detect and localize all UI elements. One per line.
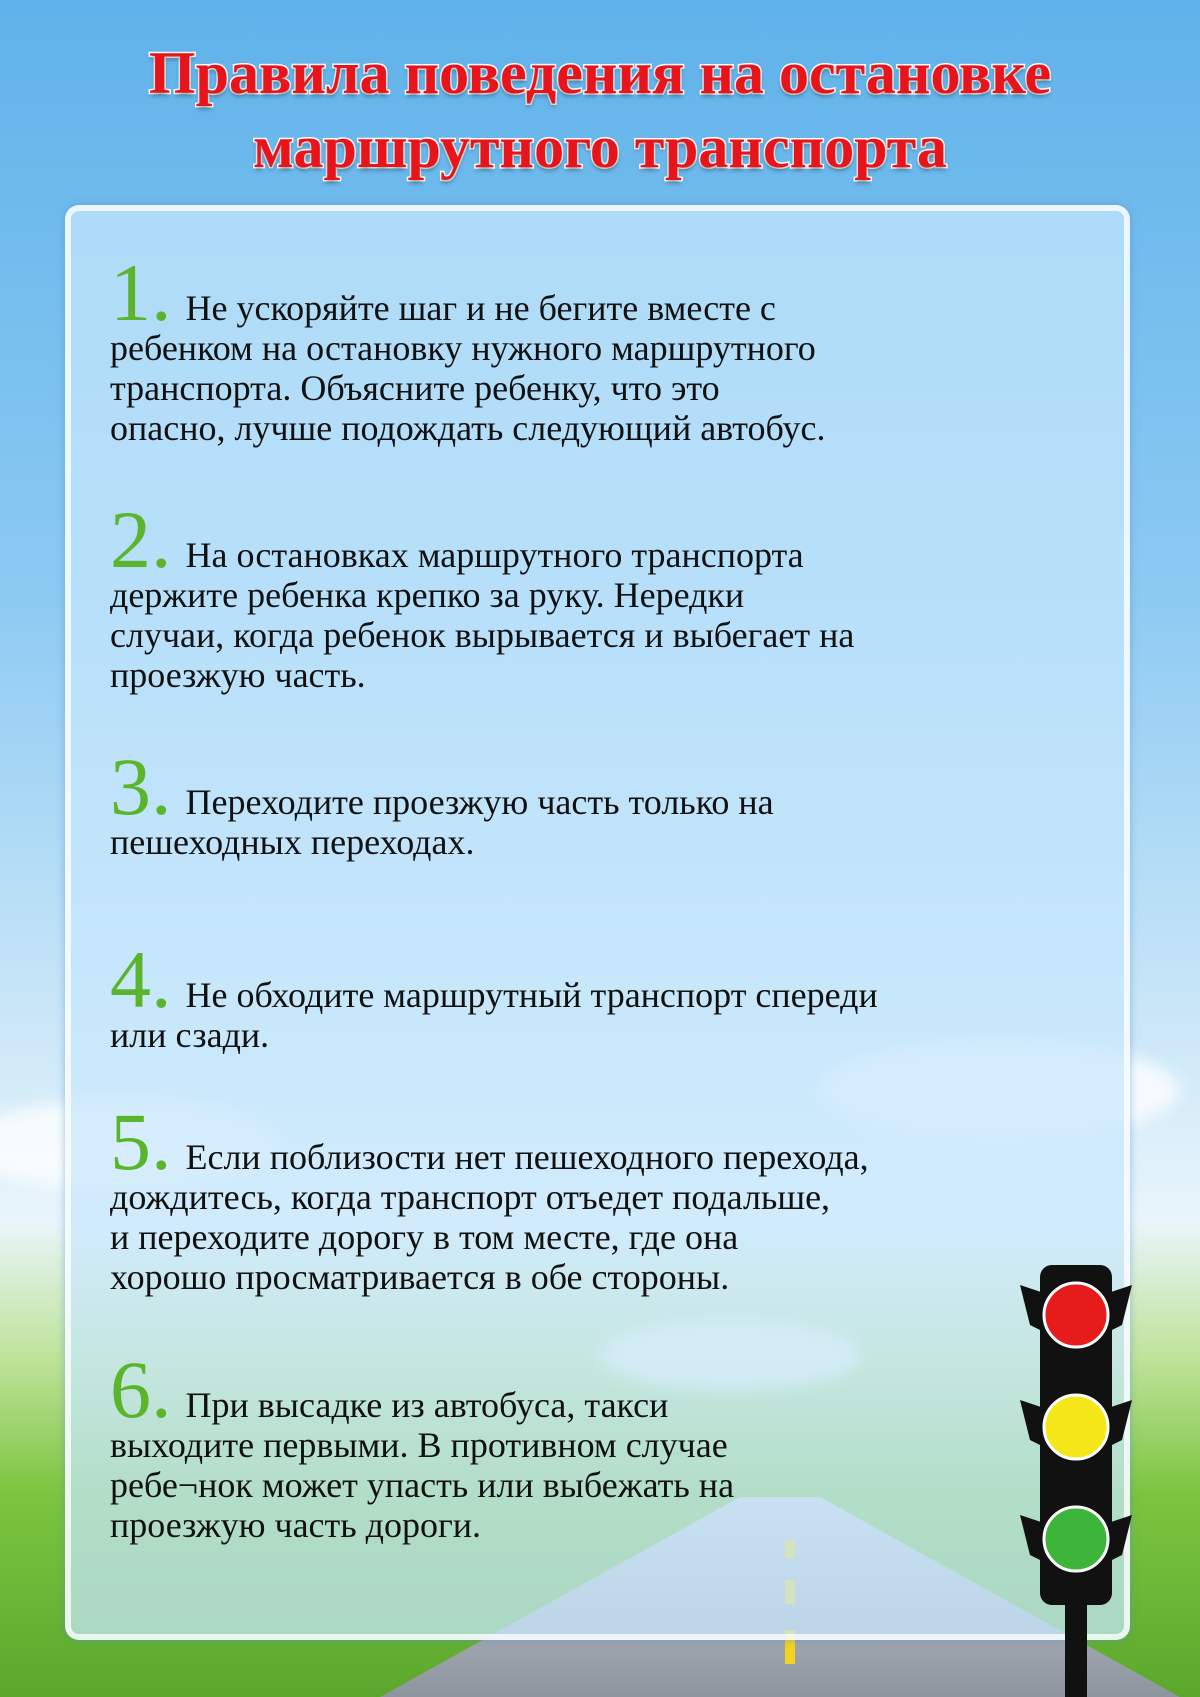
rule-text-line: проезжую часть.: [110, 655, 366, 695]
yellow-light: [1044, 1395, 1108, 1459]
rule-text-line: или сзади.: [110, 1015, 270, 1055]
rule-text-line: транспорта. Объясните ребенку, что это: [110, 368, 720, 408]
rule-item: [110, 741, 1110, 862]
rule-text-line: Не ускоряйте шаг и не бегите вместе с: [185, 288, 776, 328]
rule-first-line: [110, 741, 1110, 832]
rule-first-line: [110, 934, 1110, 1025]
rule-text-line: держите ребенка крепко за руку. Нередки: [110, 575, 745, 615]
rule-number: 1.: [110, 247, 172, 338]
rule-text-line: проезжую часть дороги.: [110, 1505, 482, 1545]
poster-title-line2: маршрутного транспорта: [253, 114, 947, 180]
rule-text-line: хорошо просматривается в обе стороны.: [110, 1257, 730, 1297]
rule-item: [110, 247, 1110, 448]
rule-text-line: На остановках маршрутного транспорта: [185, 535, 804, 575]
rule-text-line: Если поблизости нет пешеходного перехода,: [185, 1137, 869, 1177]
rule-text-line: опасно, лучше подождать следующий автобус.: [110, 408, 826, 448]
rule-text-line: пешеходных переходах.: [110, 822, 475, 862]
rule-text-line: ребе¬нок может упасть или выбежать на: [110, 1465, 735, 1505]
rule-item: [110, 1344, 1110, 1545]
green-light: [1044, 1507, 1108, 1571]
rule-text-line: Не обходите маршрутный транспорт спереди: [185, 975, 878, 1015]
rule-number: 5.: [110, 1096, 172, 1187]
rule-item: [110, 934, 1110, 1055]
rule-first-line: [110, 1096, 1110, 1187]
rule-item: [110, 1096, 1110, 1297]
red-light: [1044, 1283, 1108, 1347]
poster-title-line1: Правила поведения на остановке: [148, 40, 1052, 106]
rule-number: 4.: [110, 934, 172, 1025]
rule-text-line: При высадке из автобуса, такси: [185, 1385, 669, 1425]
rule-text-line: и переходите дорогу в том месте, где она: [110, 1217, 739, 1257]
rule-first-line: [110, 494, 1110, 585]
rule-text-line: дождитесь, когда транспорт отъедет подальше,: [110, 1177, 831, 1217]
rule-text-line: ребенком на остановку нужного маршрутного: [110, 328, 816, 368]
rule-first-line: [110, 247, 1110, 338]
rule-number: 3.: [110, 741, 172, 832]
rule-first-line: [110, 1344, 1110, 1435]
rule-number: 2.: [110, 494, 172, 585]
rule-text-line: случаи, когда ребенок вырывается и выбегает на: [110, 615, 855, 655]
traffic-light-icon: [1010, 1255, 1145, 1697]
rule-text-line: выходите первыми. В противном случае: [110, 1425, 728, 1465]
rule-number: 6.: [110, 1344, 172, 1435]
rule-item: [110, 494, 1110, 695]
rule-text-line: Переходите проезжую часть только на: [185, 782, 774, 822]
